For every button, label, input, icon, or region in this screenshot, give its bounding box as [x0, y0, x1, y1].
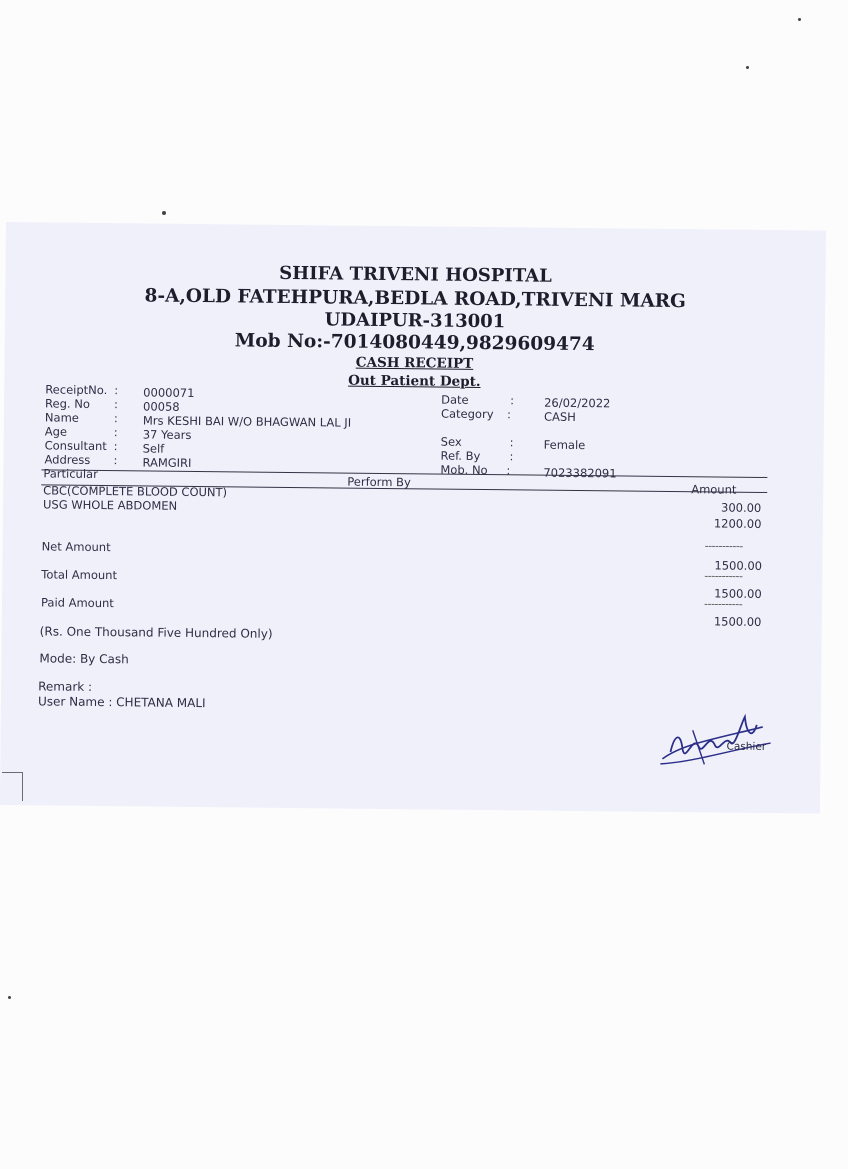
signature-scribble	[652, 704, 773, 775]
field-sep: :	[113, 453, 118, 468]
hospital-mobile: Mob No:-7014080449,9829609474	[234, 330, 595, 356]
field-value: Female	[543, 437, 586, 453]
total-amount-label: Total Amount	[41, 567, 118, 583]
row-particular: CBC(COMPLETE BLOOD COUNT)	[43, 483, 228, 500]
receipt-paper	[0, 222, 826, 814]
field-label: Date	[441, 392, 469, 407]
field-value: 0000071	[143, 385, 195, 400]
paid-amount-label: Paid Amount	[40, 595, 114, 611]
speck	[798, 18, 801, 21]
payment-mode: Mode: By Cash	[39, 651, 129, 667]
field-sep: :	[113, 439, 118, 454]
field-label: Sex	[440, 434, 462, 449]
cashier-signature	[652, 704, 773, 779]
receipt-title: CASH RECEIPT	[355, 354, 474, 372]
field-label: Address	[44, 452, 91, 467]
field-value: 7023382091	[543, 465, 617, 481]
field-label: Ref. By	[440, 448, 481, 463]
field-label: Mob. No	[440, 462, 488, 478]
field-value: RAMGIRI	[142, 455, 192, 470]
user-name: User Name : CHETANA MALI	[37, 694, 206, 711]
field-sep: :	[509, 449, 514, 464]
field-label: Reg. No	[45, 396, 90, 411]
separator-line: -----------	[703, 597, 743, 611]
field-value: 26/02/2022	[544, 395, 611, 411]
speck	[746, 66, 749, 69]
field-sep: :	[114, 397, 119, 412]
speck	[162, 211, 166, 215]
field-label: Consultant	[44, 438, 107, 454]
field-sep: :	[510, 393, 515, 408]
field-label: Name	[44, 410, 79, 425]
hospital-city: UDAIPUR-313001	[324, 309, 506, 333]
department-title: Out Patient Dept.	[348, 372, 481, 390]
field-label: Category	[440, 406, 494, 422]
col-header-particular: Particular	[43, 466, 98, 481]
field-value: Self	[142, 441, 165, 456]
row-amount: 300.00	[720, 500, 762, 515]
field-sep: :	[509, 435, 514, 450]
field-value: 37 Years	[142, 427, 192, 442]
field-value: Mrs KESHI BAI W/O BHAGWAN LAL JI	[142, 413, 352, 430]
row-particular: USG WHOLE ABDOMEN	[42, 497, 178, 513]
field-label: ReceiptNo.	[45, 382, 108, 398]
separator-line: -----------	[704, 539, 743, 553]
hospital-name: SHIFA TRIVENI HOSPITAL	[279, 262, 552, 287]
paid-amount-value: 1500.00	[713, 614, 762, 629]
field-sep: :	[113, 411, 118, 426]
paper-edge	[2, 772, 23, 801]
field-sep: :	[506, 407, 511, 422]
field-value: 00058	[143, 399, 180, 414]
row-amount: 1200.00	[713, 516, 762, 531]
hospital-address: 8-A,OLD FATEHPURA,BEDLA ROAD,TRIVENI MARG	[144, 285, 687, 313]
field-value: CASH	[543, 409, 576, 424]
cashier-label: Cashier	[726, 740, 767, 753]
field-label: Age	[44, 424, 68, 439]
total-amount-value: 1500.00	[714, 586, 762, 601]
field-sep: :	[113, 425, 118, 440]
separator-line: -----------	[704, 569, 743, 583]
net-amount-label: Net Amount	[41, 539, 111, 555]
amount-in-words: (Rs. One Thousand Five Hundred Only)	[39, 624, 273, 641]
speck	[8, 996, 11, 999]
field-sep: :	[114, 383, 119, 398]
remark: Remark :	[38, 679, 93, 694]
col-header-perform-by: Perform By	[347, 474, 411, 490]
net-amount-value: 1500.00	[714, 558, 763, 573]
field-sep: :	[506, 463, 511, 478]
col-header-amount: Amount	[691, 482, 737, 497]
